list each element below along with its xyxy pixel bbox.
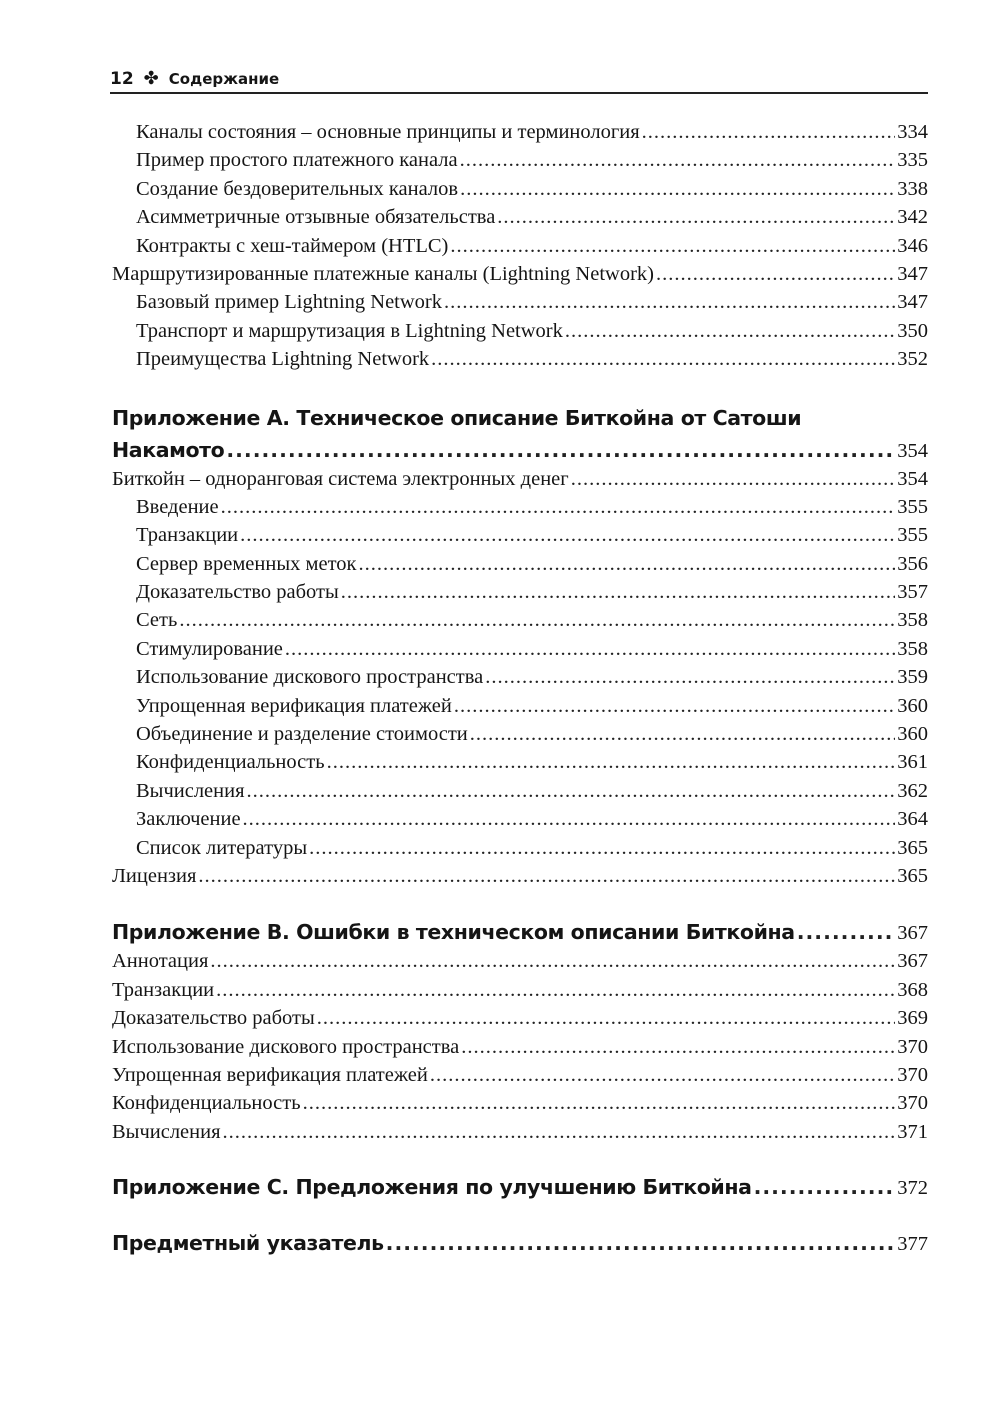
leader-dots (358, 550, 895, 578)
toc-entry-page: 357 (897, 581, 928, 604)
leader-dots (497, 203, 895, 231)
toc-entry-page: 358 (897, 609, 928, 632)
toc-entry-label: Конфиденциальность (112, 1092, 301, 1115)
toc-entry-page: 338 (897, 177, 928, 200)
toc-entry-page: 356 (897, 552, 928, 575)
leader-dots (797, 917, 896, 947)
toc-entry-label: Транспорт и маршрутизация в Lightning Network (136, 319, 563, 342)
toc-section-bitcoin-paper[interactable] (112, 465, 928, 493)
toc-entry[interactable] (112, 146, 928, 174)
toc-entry-page: 359 (897, 666, 928, 689)
toc-appendix-c[interactable] (112, 1172, 928, 1202)
toc-entry-page: 361 (897, 751, 928, 774)
toc-entry[interactable] (112, 720, 928, 748)
toc-entry-label: Транзакции (136, 524, 239, 547)
spacer (112, 374, 928, 401)
leader-dots (243, 805, 896, 833)
toc-section-lightning[interactable] (112, 260, 928, 288)
toc-entry-page: 371 (897, 1120, 928, 1143)
toc-entry-label: Биткойн – одноранговая система электронных денег (112, 467, 569, 490)
toc-entry-label: Приложение B. Ошибки в техническом описании Биткойна (112, 920, 795, 945)
running-title: Содержание (168, 70, 280, 88)
toc-entry-page: 360 (897, 723, 928, 746)
toc-entry-label: Пример простого платежного канала (136, 149, 458, 172)
toc-entry[interactable] (112, 232, 928, 260)
toc-entry[interactable] (112, 635, 928, 663)
toc-entry-page: 365 (897, 864, 928, 887)
toc-heading-line1: Приложение А. Техническое описание Биткойна от Сатоши (112, 405, 802, 430)
leader-dots (285, 635, 895, 663)
toc-entry[interactable] (112, 748, 928, 776)
leader-dots (565, 317, 895, 345)
toc-entry-label: Накамото (112, 437, 225, 462)
ornament-icon: ✤ (143, 68, 159, 89)
toc-entry-label: Конфиденциальность (136, 751, 325, 774)
toc-entry-page: 370 (897, 1035, 928, 1058)
toc-entry-page: 347 (897, 262, 928, 285)
toc-entry-page: 355 (897, 524, 928, 547)
toc-entry-label: Использование дискового пространства (136, 666, 484, 689)
leader-dots (444, 288, 895, 316)
toc-entry[interactable] (112, 288, 928, 316)
toc-entry[interactable] (112, 692, 928, 720)
leader-dots (309, 834, 895, 862)
leader-dots (327, 748, 896, 776)
toc-entry[interactable] (112, 345, 928, 373)
toc-entry-label: Вычисления (136, 779, 245, 802)
leader-dots (240, 521, 895, 549)
leader-dots (571, 465, 896, 493)
leader-dots (430, 1061, 895, 1089)
toc-entry-label: Транзакции (112, 978, 215, 1001)
toc-entry-label: Предметный указатель (112, 1231, 384, 1256)
toc-entry-page: 350 (897, 319, 928, 342)
page-number: 12 (110, 69, 134, 89)
toc-entry[interactable] (112, 663, 928, 691)
leader-dots (386, 1228, 896, 1258)
toc-heading-line2 (112, 435, 928, 465)
leader-dots (485, 663, 895, 691)
toc-entry-page: 346 (897, 234, 928, 257)
toc-entry-page: 362 (897, 779, 928, 802)
toc-entry-label: Упрощенная верификация платежей (112, 1063, 428, 1086)
toc-entry-label: Упрощенная верификация платежей (136, 694, 452, 717)
spacer (112, 1202, 928, 1228)
leader-dots (431, 345, 895, 373)
toc-entry[interactable] (112, 493, 928, 521)
toc-entry[interactable] (112, 777, 928, 805)
toc-entry-label: Аннотация (112, 950, 209, 973)
toc-entry[interactable] (112, 834, 928, 862)
toc-entry-label: Использование дискового пространства (112, 1035, 460, 1058)
leader-dots (198, 862, 895, 890)
leader-dots (317, 1004, 896, 1032)
toc-entry-page: 368 (897, 978, 928, 1001)
toc-entry-page: 347 (897, 291, 928, 314)
toc-entry[interactable] (112, 175, 928, 203)
toc-entry-page: 355 (897, 495, 928, 518)
toc-entry-page: 358 (897, 637, 928, 660)
toc-entry-page: 367 (897, 950, 928, 973)
toc-index[interactable] (112, 1228, 928, 1258)
toc-entry-label: Объединение и разделение стоимости (136, 723, 468, 746)
leader-dots (642, 118, 896, 146)
toc-entry[interactable] (112, 1061, 928, 1089)
leader-dots (460, 146, 896, 174)
toc-entry-label: Каналы состояния – основные принципы и терминология (136, 121, 640, 143)
toc-entry[interactable] (112, 317, 928, 345)
leader-dots (461, 1033, 895, 1061)
leader-dots (656, 260, 895, 288)
toc-entry[interactable] (112, 947, 928, 975)
toc-entry-page: 342 (897, 206, 928, 229)
toc-entry-page: 369 (897, 1007, 928, 1030)
toc-entry-label: Доказательство работы (136, 581, 339, 604)
toc-entry-page: 370 (897, 1092, 928, 1115)
toc-entry-label: Контракты с хеш-таймером (HTLC) (136, 234, 449, 257)
toc-entry-page: 367 (897, 922, 928, 945)
toc-entry-label: Преимущества Lightning Network (136, 348, 430, 371)
toc-entry-label: Заключение (136, 808, 241, 831)
toc-entry-label: Вычисления (112, 1120, 221, 1143)
table-of-contents (112, 118, 928, 1258)
toc-entry-page: 354 (897, 439, 928, 462)
toc-entry[interactable] (112, 1089, 928, 1117)
toc-entry[interactable] (112, 1004, 928, 1032)
leader-dots (247, 777, 896, 805)
toc-appendix-a[interactable] (112, 401, 928, 465)
toc-entry-label: Список литературы (136, 836, 308, 859)
leader-dots (179, 606, 895, 634)
spacer (112, 890, 928, 917)
leader-dots (221, 493, 896, 521)
toc-entry[interactable] (112, 521, 928, 549)
toc-entry[interactable] (112, 578, 928, 606)
toc-entry-page: 334 (897, 121, 928, 143)
toc-entry-page: 377 (897, 1233, 928, 1256)
toc-entry[interactable] (112, 203, 928, 231)
toc-entry-label: Базовый пример Lightning Network (136, 291, 442, 314)
toc-appendix-b[interactable] (112, 917, 928, 947)
toc-entry-page: 372 (897, 1177, 928, 1200)
toc-entry-label: Асимметричные отзывные обязательства (136, 206, 496, 229)
toc-entry-page: 335 (897, 149, 928, 172)
leader-dots (226, 435, 895, 465)
toc-entry[interactable] (112, 1033, 928, 1061)
toc-entry-page: 354 (897, 467, 928, 490)
spacer (112, 1146, 928, 1172)
leader-dots (754, 1172, 896, 1202)
running-header (110, 66, 928, 94)
toc-entry[interactable] (112, 805, 928, 833)
leader-dots (223, 1118, 896, 1146)
toc-entry[interactable] (112, 550, 928, 578)
toc-entry-label: Введение (136, 495, 219, 518)
toc-entry-label: Лицензия (112, 864, 197, 887)
leader-dots (470, 720, 895, 748)
toc-entry-label: Создание бездоверительных каналов (136, 177, 459, 200)
toc-entry[interactable] (112, 118, 928, 146)
toc-entry-page: 352 (897, 348, 928, 371)
toc-entry-page: 365 (897, 836, 928, 859)
leader-dots (216, 976, 895, 1004)
toc-section-license[interactable] (112, 862, 928, 890)
leader-dots (454, 692, 895, 720)
leader-dots (341, 578, 896, 606)
toc-entry-label: Сеть (136, 609, 178, 632)
leader-dots (303, 1089, 896, 1117)
toc-entry[interactable] (112, 1118, 928, 1146)
toc-entry-page: 360 (897, 694, 928, 717)
toc-entry[interactable] (112, 606, 928, 634)
toc-entry-page: 370 (897, 1063, 928, 1086)
leader-dots (210, 947, 895, 975)
toc-entry-label: Сервер временных меток (136, 552, 357, 575)
toc-entry-label: Маршрутизированные платежные каналы (Lightning Network) (112, 262, 654, 285)
toc-entry-page: 364 (897, 808, 928, 831)
leader-dots (460, 175, 895, 203)
toc-entry-label: Доказательство работы (112, 1007, 315, 1030)
toc-entry[interactable] (112, 976, 928, 1004)
leader-dots (450, 232, 895, 260)
toc-entry-label: Стимулирование (136, 637, 283, 660)
toc-entry-label: Приложение C. Предложения по улучшению Биткойна (112, 1175, 752, 1200)
